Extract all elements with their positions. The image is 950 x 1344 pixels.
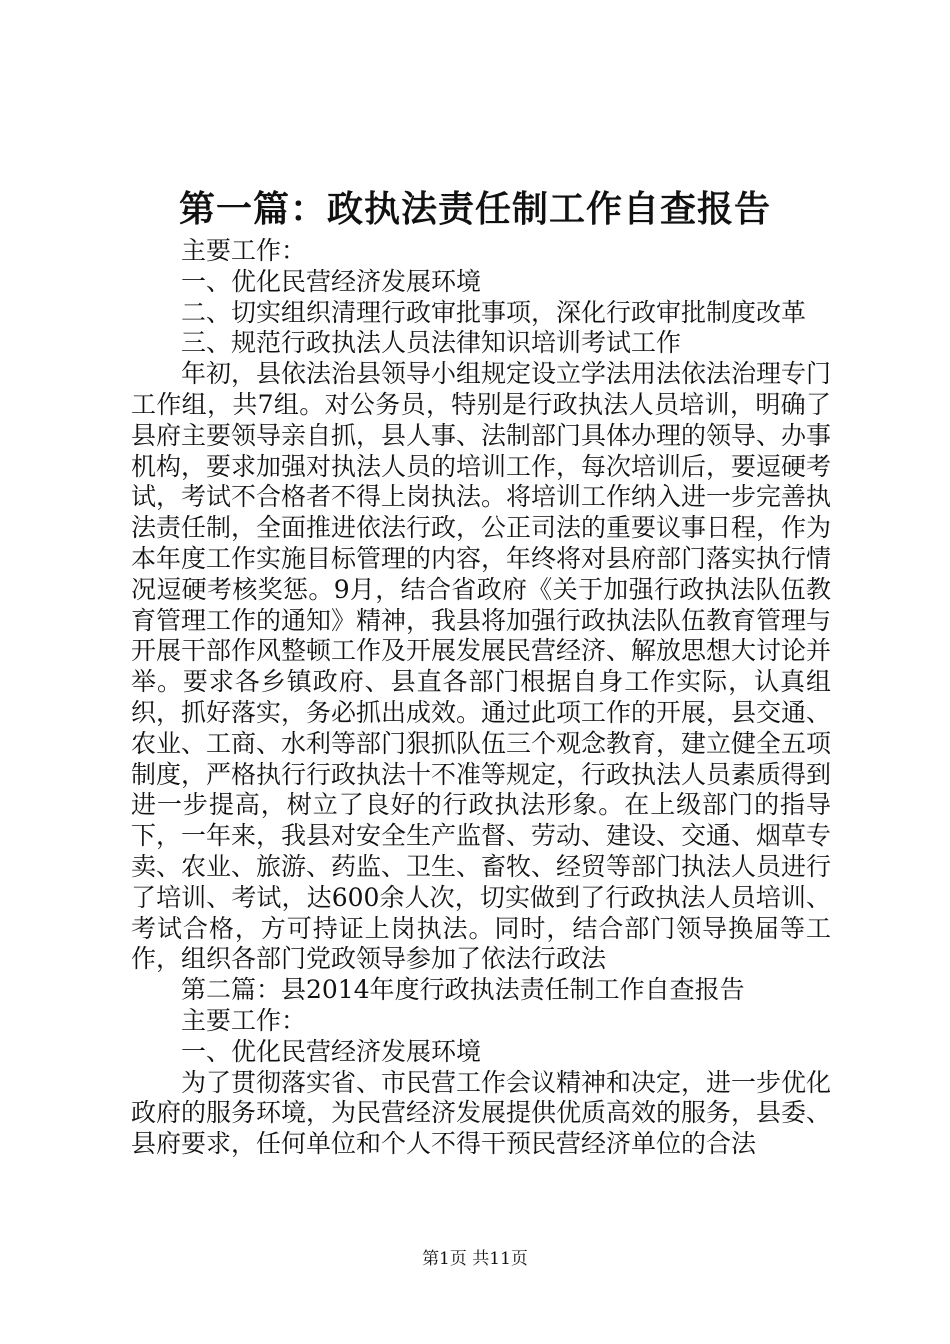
paragraph-item-2: 二、切实组织清理行政审批事项，深化行政审批制度改革 <box>181 297 807 327</box>
paragraph-item-1: 一、优化民营经济发展环境 <box>181 266 482 296</box>
document-title: 第一篇：政执法责任制工作自查报告 <box>178 188 771 230</box>
page-footer: 第1页 共11页 <box>422 1249 528 1269</box>
document-body <box>131 236 831 1160</box>
paragraph-heading-main-work-2: 主要工作： <box>181 1005 307 1035</box>
paragraph-item-1-second: 一、优化民营经济发展环境 <box>181 1036 482 1066</box>
paragraph-body-1: 年初，县依法治县领导小组规定设立学法用法依法治理专门工作组，共7组。对公务员，特别是行政执法人员培训，明确了县府主要领导亲自抓，县人事、法制部门具体办理的领导、办事机构，要求加强对执法人员的培训工作，每次培训后，要逗硬考试，考试不合格者不得上岗执法。将培训工作纳入进一步完善执法责任制，全面推进依法行政，公正司法的重要议事日程，作为本年度工作实施目标管理的内容，年终将对县府部门落实执行情况逗硬考核奖惩。9月，结合省政府《关于加强行政执法队伍教育管理工作的通知》精神，我县将加强行政执法队伍教育管理与开展干部作风整顿工作及开展发展民营经济、解放思想大讨论并举。要求各乡镇政府、县直各部门根据自身工作实际，认真组织，抓好落实，务必抓出成效。通过此项工作的开展，县交通、农业、工商、水利等部门狠抓队伍三个观念教育，建立健全五项制度，严格执行行政执法十不准等规定，行政执法人员素质得到进一步提高，树立了良好的行政执法形象。在上级部门的指导下，一年来，我县对安全生产监督、劳动、建设、交通、烟草专卖、农业、旅游、药监、卫生、畜牧、经贸等部门执法人员进行了培训、考试，达600余人次，切实做到了行政执法人员培训、考试合格，方可持证上岗执法。同时，结合部门领导换届等工作，组织各部门党政领导参加了依法行政法 <box>131 359 832 974</box>
paragraph-body-2: 为了贯彻落实省、市民营工作会议精神和决定，进一步优化政府的服务环境，为民营经济发展提供优质高效的服务，县委、县府要求，任何单位和个人不得干预民营经济单位的合法 <box>131 1067 832 1159</box>
paragraph-item-3: 三、规范行政执法人员法律知识培训考试工作 <box>181 328 682 358</box>
paragraph-heading-main-work: 主要工作： <box>181 236 307 265</box>
paragraph-section-title-2: 第二篇：县2014年度行政执法责任制工作自查报告 <box>181 975 745 1005</box>
